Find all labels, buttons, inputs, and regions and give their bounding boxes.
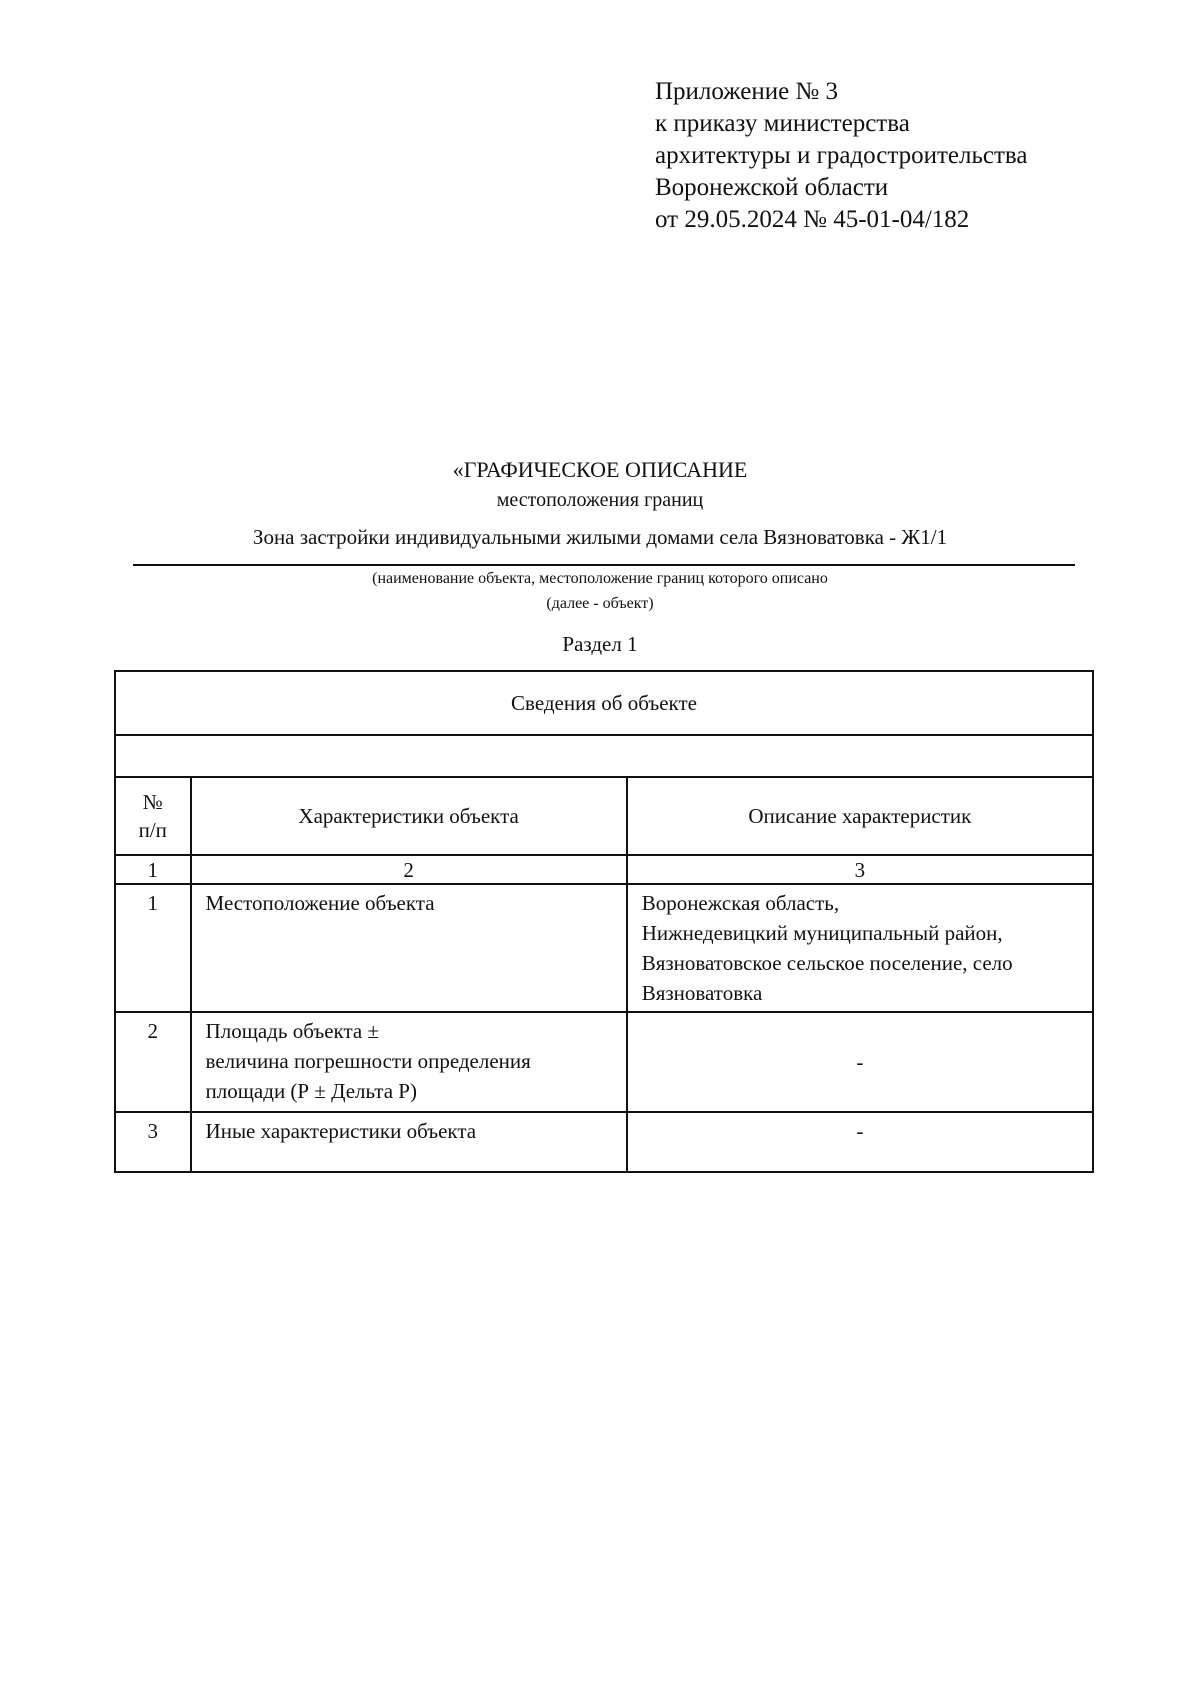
row-description: [627, 884, 1093, 1012]
row-characteristic-line: Площадь объекта ±: [205, 1019, 379, 1043]
table-row: [115, 884, 1093, 1012]
object-name-caption-1: (наименование объекта, местоположение границ которого описано: [372, 570, 828, 587]
table-row: [115, 1112, 1093, 1172]
object-name: Зона застройки индивидуальными жилыми домами села Вязноватовка - Ж1/1: [252, 525, 948, 549]
column-header-characteristic: Характеристики объекта: [191, 777, 627, 855]
object-name-caption-2: (далее - объект): [546, 595, 654, 612]
column-header-description: Описание характеристик: [627, 777, 1093, 855]
row-description-line: Вязноватовское сельское поселение, село: [641, 951, 1013, 975]
row-description-line: Воронежская область,: [641, 891, 840, 915]
document-title: «ГРАФИЧЕСКОЕ ОПИСАНИЕ: [452, 457, 748, 482]
appendix-line-1: Приложение № 3: [655, 78, 839, 105]
row-characteristic-line: Местоположение объекта: [205, 891, 435, 915]
column-number-2: 2: [191, 855, 627, 884]
row-number: 1: [115, 884, 191, 1012]
row-characteristic: [191, 1112, 627, 1172]
table-title: Сведения об объекте: [115, 671, 1093, 735]
appendix-line-3: архитектуры и градостроительства: [655, 142, 1028, 169]
table-row: [115, 1012, 1093, 1112]
row-description: -: [627, 1112, 1093, 1172]
column-header-number: [115, 777, 191, 855]
row-characteristic-line: величина погрешности определения: [205, 1049, 531, 1073]
appendix-line-5: от 29.05.2024 № 45-01-04/182: [655, 206, 970, 233]
row-number: 3: [115, 1112, 191, 1172]
appendix-block: [655, 76, 1027, 236]
row-characteristic: [191, 1012, 627, 1112]
column-header-number-line2: п/п: [138, 818, 167, 842]
row-number: 2: [115, 1012, 191, 1112]
column-header-number-line1: №: [142, 790, 163, 814]
document-subtitle: местоположения границ: [496, 489, 704, 511]
column-number-3: 3: [627, 855, 1093, 884]
row-characteristic-line: Иные характеристики объекта: [205, 1119, 477, 1143]
column-number-1: 1: [115, 855, 191, 884]
row-characteristic: [191, 884, 627, 1012]
object-name-underline: [133, 564, 1075, 566]
table-empty-row: [115, 735, 1093, 777]
row-characteristic-line: площади (Р ± Дельта Р): [205, 1079, 417, 1103]
row-description-line: Вязноватовка: [641, 981, 763, 1005]
appendix-line-4: Воронежской области: [655, 174, 889, 201]
object-info-table: [114, 670, 1094, 1173]
section-label: Раздел 1: [562, 632, 638, 656]
row-description: -: [627, 1012, 1093, 1112]
row-description-line: Нижнедевицкий муниципальный район,: [641, 921, 1003, 945]
appendix-line-2: к приказу министерства: [655, 110, 910, 137]
